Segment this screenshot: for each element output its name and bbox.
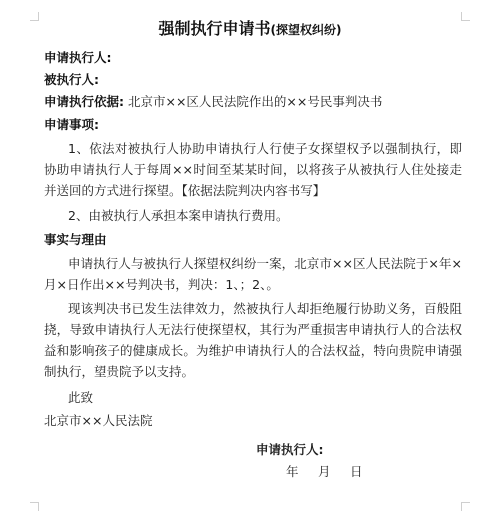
court-name: 北京市××人民法院 xyxy=(44,413,153,428)
facts-paragraph-1: 申请执行人与被执行人探望权纠纷一案，北京市××区人民法院于×年×月×日作出××号判决书，判决：1、；2、。 xyxy=(44,256,462,292)
facts-heading: 事实与理由 xyxy=(44,232,107,247)
date-month: 月 xyxy=(318,464,331,479)
matters-heading: 申请事项: xyxy=(44,117,99,132)
page-corner-mark xyxy=(461,502,470,511)
title-main: 强制执行申请书 xyxy=(158,19,271,38)
document-title xyxy=(0,16,500,39)
date-year: 年 xyxy=(286,464,299,479)
title-note: (探望权纠纷) xyxy=(270,23,342,37)
respondent-label: 被执行人: xyxy=(44,72,99,87)
matter-item-1: 1、依法对被执行人协助申请执行人行使子女探望权予以强制执行，即协助申请执行人于每周××时间至某某时间，以将孩子从被执行人住处接走并送回的方式进行探望。【依据法院判决内容书写】 xyxy=(44,141,462,198)
date-day: 日 xyxy=(350,464,363,479)
page-corner-mark xyxy=(30,502,39,511)
facts-paragraph-2: 现该判决书已发生法律效力，然被执行人却拒绝履行协助义务，百般阻挠，导致申请执行人无法行使探望权，其行为严重损害申请执行人的合法权益和影响孩子的健康成长。为维护申请执行人的合法权益，特向贵院申请强制执行，望贵院予以支持。 xyxy=(44,301,462,379)
basis-value: 北京市××区人民法院作出的××号民事判决书 xyxy=(127,94,383,109)
signature-label: 申请执行人: xyxy=(256,442,324,457)
applicant-label: 申请执行人: xyxy=(44,50,112,65)
basis-line xyxy=(44,92,464,112)
closing-text: 此致 xyxy=(68,390,94,405)
basis-label: 申请执行依据: xyxy=(44,94,124,109)
matter-item-2: 2、由被执行人承担本案申请执行费用。 xyxy=(68,208,289,223)
